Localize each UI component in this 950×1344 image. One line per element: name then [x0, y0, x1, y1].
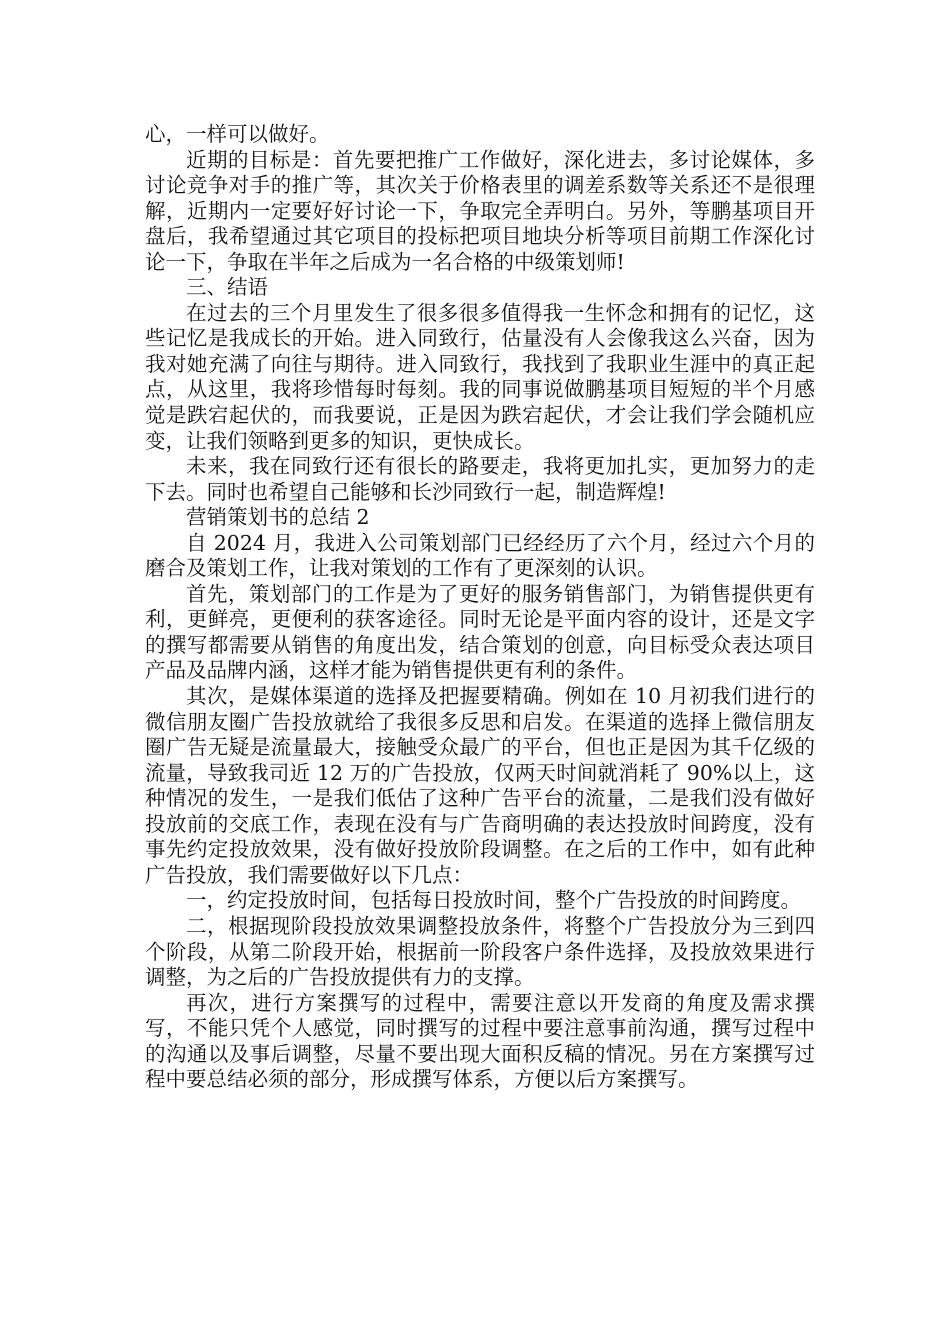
paragraph-future: 未来，我在同致行还有很长的路要走，我将更加扎实，更加努力的走下去。同时也希望自己能够和长沙同致行一起，制造辉煌! — [145, 454, 815, 504]
paragraph-continuation: 心，一样可以做好。 — [145, 122, 330, 146]
section-heading-conclusion: 三、结语 — [186, 275, 268, 300]
list-item-two: 二，根据现阶段投放效果调整投放条件，将整个广告投放分为三到四个阶段，从第二阶段开始，根据前一阶段客户条件选择，及投放效果进行调整，为之后的广告投放提供有力的支撑。 — [145, 913, 815, 990]
paragraph-secondly-media: 其次，是媒体渠道的选择及把握要精确。例如在 10 月初我们进行的微信朋友圈广告投放就给了我很多反思和启发。在渠道的选择上微信朋友圈广告无疑是流量最大，接触受众最广的平台，但也正是因为其千亿级的流量，导致我司近 12 万的广告投放，仅两天时间就消耗了 90%以上，这种情况的发生，一是我们低估了这种广告平台的流量，二是我们没有做好投放前的交底工作，表现在没有与广告商明确的表达投放时间跨度，没有事先约定投放效果，没有做好投放阶段调整。在之后的工作中，如有此种广告投放，我们需要做好以下几点： — [145, 684, 815, 887]
paragraph-firstly: 首先，策划部门的工作是为了更好的服务销售部门，为销售提供更有利，更鲜亮，更便利的获客途径。同时无论是平面内容的设计，还是文字的撰写都需要从销售的角度出发，结合策划的创意，向目标受众表达项目产品及品牌内涵，这样才能为销售提供更有利的条件。 — [145, 581, 815, 683]
paragraph-past-three-months: 在过去的三个月里发生了很多很多值得我一生怀念和拥有的记忆，这些记忆是我成长的开始。进入同致行，估量没有人会像我这么兴奋，因为我对她充满了向往与期待。进入同致行，我找到了我职业生涯中的真正起点，从这里，我将珍惜每时每刻。我的同事说做鹏基项目短短的半个月感觉是跌宕起伏的，而我要说，正是因为跌宕起伏，才会让我们学会随机应变，让我们领略到更多的知识，更快成长。 — [145, 300, 815, 453]
section-title-summary-2: 营销策划书的总结 2 — [186, 505, 370, 530]
list-item-one: 一，约定投放时间，包括每日投放时间，整个广告投放的时间跨度。 — [186, 888, 801, 913]
document-body — [145, 122, 815, 1093]
paragraph-recent-goals: 近期的目标是：首先要把推广工作做好，深化进去，多讨论媒体，多讨论竞争对手的推广等，其次关于价格表里的调差系数等关系还不是很理解，近期内一定要好好讨论一下，争取完全弄明白。另外，等鹏基项目开盘后，我希望通过其它项目的投标把项目地块分析等项目前期工作深化讨论一下，争取在半年之后成为一名合格的中级策划师! — [145, 147, 815, 274]
paragraph-thirdly-writing: 再次，进行方案撰写的过程中，需要注意以开发商的角度及需求撰写，不能只凭个人感觉，同时撰写的过程中要注意事前沟通，撰写过程中的沟通以及事后调整，尽量不要出现大面积反稿的情况。另在方案撰写过程中要总结必须的部分，形成撰写体系，方便以后方案撰写。 — [145, 990, 815, 1092]
paragraph-six-months: 自 2024 月，我进入公司策划部门已经经历了六个月，经过六个月的磨合及策划工作，让我对策划的工作有了更深刻的认识。 — [145, 530, 815, 581]
